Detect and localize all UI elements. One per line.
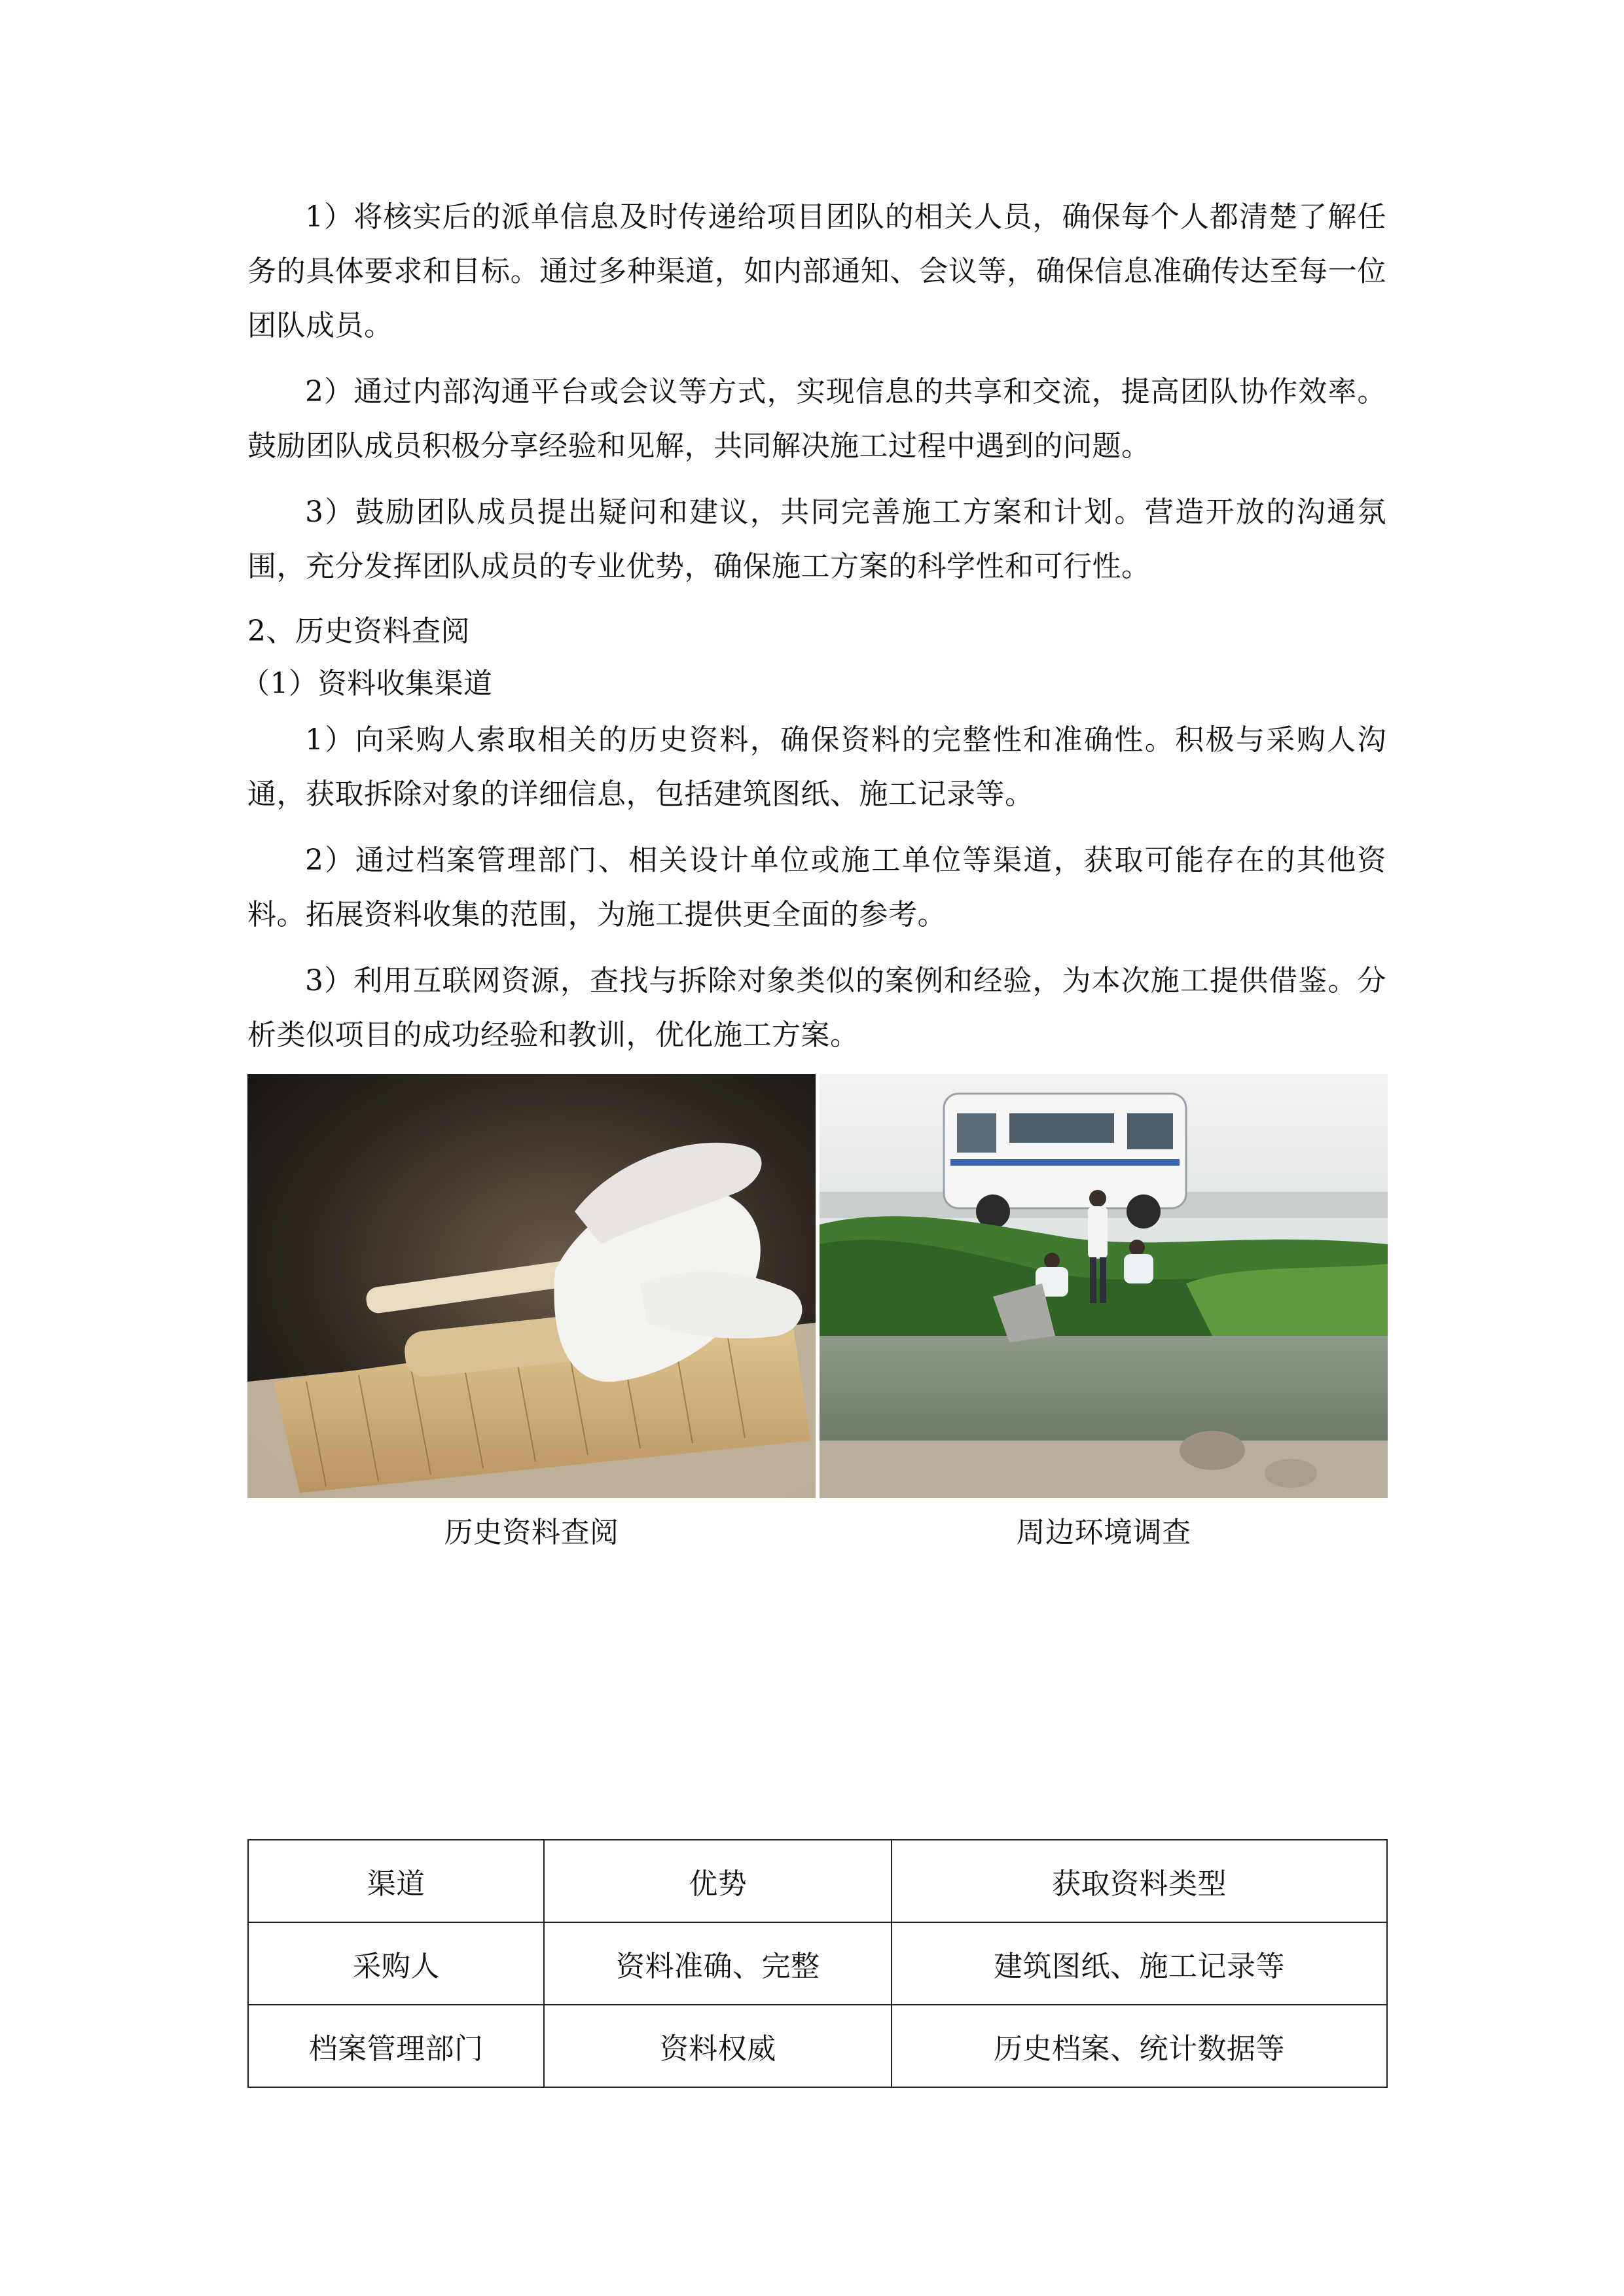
table-cell: 历史档案、统计数据等 — [892, 2005, 1387, 2087]
paragraph: 3）利用互联网资源，查找与拆除对象类似的案例和经验，为本次施工提供借鉴。分析类似项目的成功经验和教训，优化施工方案。 — [247, 964, 1386, 1052]
paragraph: 1）向采购人索取相关的历史资料，确保资料的完整性和准确性。积极与采购人沟通，获取拆除对象的详细信息，包括建筑图纸、施工记录等。 — [247, 723, 1386, 811]
paragraph: 2）通过内部沟通平台或会议等方式，实现信息的共享和交流，提高团队协作效率。鼓励团队成员积极分享经验和见解，共同解决施工过程中遇到的问题。 — [247, 375, 1386, 463]
table-cell: 采购人 — [248, 1922, 544, 2005]
figure-caption: 历史资料查阅 — [444, 1516, 619, 1549]
environment-survey-photo — [820, 1074, 1388, 1498]
table-cell: 档案管理部门 — [248, 2005, 544, 2087]
figure-captions — [247, 1510, 1388, 1556]
subsection-heading: （1）资料收集渠道 — [241, 667, 493, 700]
section-heading: 2、历史资料查阅 — [247, 615, 470, 648]
table-row — [248, 2005, 1387, 2087]
figure-caption: 周边环境调查 — [1016, 1516, 1191, 1549]
document-body — [241, 190, 1386, 1556]
table-header-row — [248, 1840, 1387, 1922]
paragraph: 2）通过档案管理部门、相关设计单位或施工单位等渠道，获取可能存在的其他资料。拓展资料收集的范围，为施工提供更全面的参考。 — [247, 844, 1386, 931]
table-header-cell: 获取资料类型 — [892, 1840, 1387, 1922]
historical-document-photo — [247, 1074, 816, 1498]
paragraph: 1）将核实后的派单信息及时传递给项目团队的相关人员，确保每个人都清楚了解任务的具体要求和目标。通过多种渠道，如内部通知、会议等，确保信息准确传达至每一位团队成员。 — [247, 200, 1386, 342]
table-cell: 建筑图纸、施工记录等 — [892, 1922, 1387, 2005]
table-cell: 资料权威 — [544, 2005, 892, 2087]
channels-table — [247, 1839, 1388, 2088]
paragraph: 3）鼓励团队成员提出疑问和建议，共同完善施工方案和计划。营造开放的沟通氛围，充分发挥团队成员的专业优势，确保施工方案的科学性和可行性。 — [247, 495, 1386, 583]
table-cell: 资料准确、完整 — [544, 1922, 892, 2005]
table-header-cell: 渠道 — [248, 1840, 544, 1922]
table-row — [248, 1922, 1387, 2005]
table-header-cell: 优势 — [544, 1840, 892, 1922]
figure-row — [247, 1074, 1388, 1498]
